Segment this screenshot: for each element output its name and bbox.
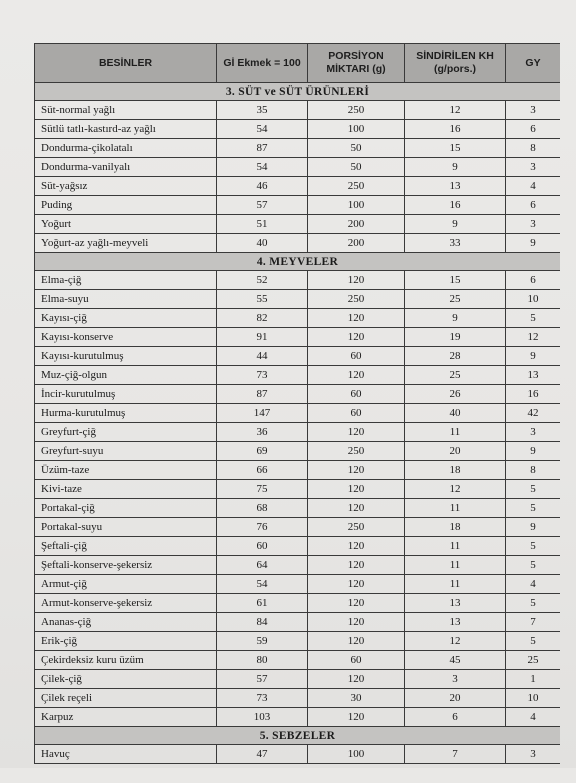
portion-cell: 30: [308, 689, 405, 708]
carbs-cell: 13: [405, 177, 506, 196]
gy-cell: 3: [506, 158, 561, 177]
table-row: [35, 651, 561, 670]
portion-cell: 120: [308, 556, 405, 575]
food-name-cell: Greyfurt-çiğ: [35, 423, 217, 442]
table-row: [35, 309, 561, 328]
table-row: [35, 670, 561, 689]
gi-cell: 80: [217, 651, 308, 670]
gi-cell: 87: [217, 139, 308, 158]
carbs-cell: 9: [405, 215, 506, 234]
gy-cell: 13: [506, 366, 561, 385]
carbs-cell: 9: [405, 158, 506, 177]
portion-cell: 120: [308, 480, 405, 499]
table-row: [35, 271, 561, 290]
food-name-cell: Çilek-çiğ: [35, 670, 217, 689]
carbs-cell: 33: [405, 234, 506, 253]
carbs-cell: 12: [405, 101, 506, 120]
gy-cell: 3: [506, 215, 561, 234]
food-name-cell: Armut-çiğ: [35, 575, 217, 594]
table-row: [35, 594, 561, 613]
portion-cell: 120: [308, 309, 405, 328]
carbs-cell: 13: [405, 594, 506, 613]
food-name-cell: Puding: [35, 196, 217, 215]
carbs-cell: 18: [405, 518, 506, 537]
food-name-cell: Dondurma-çikolatalı: [35, 139, 217, 158]
section-title: 4. MEYVELER: [35, 253, 561, 271]
food-name-cell: İncir-kurutulmuş: [35, 385, 217, 404]
carbs-cell: 12: [405, 632, 506, 651]
carbs-cell: 13: [405, 613, 506, 632]
portion-cell: 50: [308, 139, 405, 158]
portion-cell: 200: [308, 234, 405, 253]
food-name-cell: Çekirdeksiz kuru üzüm: [35, 651, 217, 670]
portion-cell: 250: [308, 101, 405, 120]
gi-cell: 76: [217, 518, 308, 537]
portion-cell: 120: [308, 271, 405, 290]
gy-cell: 10: [506, 290, 561, 309]
table-row: [35, 556, 561, 575]
carbs-cell: 45: [405, 651, 506, 670]
table-row: [35, 215, 561, 234]
table-row: [35, 196, 561, 215]
food-name-cell: Üzüm-taze: [35, 461, 217, 480]
portion-cell: 100: [308, 196, 405, 215]
portion-cell: 60: [308, 347, 405, 366]
gi-cell: 91: [217, 328, 308, 347]
carbs-cell: 3: [405, 670, 506, 689]
portion-cell: 60: [308, 385, 405, 404]
gi-cell: 55: [217, 290, 308, 309]
portion-cell: 250: [308, 177, 405, 196]
gy-cell: 12: [506, 328, 561, 347]
table-row: [35, 745, 561, 764]
carbs-cell: 11: [405, 575, 506, 594]
gi-cell: 69: [217, 442, 308, 461]
gi-cell: 54: [217, 120, 308, 139]
table-row: [35, 177, 561, 196]
portion-cell: 120: [308, 499, 405, 518]
carbs-cell: 11: [405, 499, 506, 518]
table-row: [35, 480, 561, 499]
section-title: 5. SEBZELER: [35, 727, 561, 745]
food-name-cell: Elma-suyu: [35, 290, 217, 309]
portion-cell: 120: [308, 366, 405, 385]
gi-cell: 61: [217, 594, 308, 613]
header-gy: GY: [506, 44, 561, 83]
gi-cell: 57: [217, 670, 308, 689]
carbs-cell: 12: [405, 480, 506, 499]
carbs-cell: 11: [405, 556, 506, 575]
portion-cell: 120: [308, 670, 405, 689]
gi-cell: 36: [217, 423, 308, 442]
table-row: [35, 404, 561, 423]
food-gi-table: [34, 43, 560, 764]
table-row: [35, 347, 561, 366]
gi-cell: 75: [217, 480, 308, 499]
portion-cell: 60: [308, 404, 405, 423]
carbs-cell: 15: [405, 271, 506, 290]
carbs-cell: 28: [405, 347, 506, 366]
header-foods: BESİNLER: [35, 44, 217, 83]
gy-cell: 7: [506, 613, 561, 632]
table-row: [35, 613, 561, 632]
carbs-cell: 15: [405, 139, 506, 158]
carbs-cell: 11: [405, 537, 506, 556]
table-row: [35, 442, 561, 461]
food-name-cell: Greyfurt-suyu: [35, 442, 217, 461]
table-row: [35, 632, 561, 651]
food-name-cell: Muz-çiğ-olgun: [35, 366, 217, 385]
gi-cell: 73: [217, 366, 308, 385]
gy-cell: 25: [506, 651, 561, 670]
gi-cell: 54: [217, 575, 308, 594]
food-name-cell: Kayısı-kurutulmuş: [35, 347, 217, 366]
food-name-cell: Erik-çiğ: [35, 632, 217, 651]
section-header-row: [35, 253, 561, 271]
food-name-cell: Armut-konserve-şekersiz: [35, 594, 217, 613]
food-name-cell: Süt-normal yağlı: [35, 101, 217, 120]
header-portion: PORSİYON MİKTARI (g): [308, 44, 405, 83]
food-name-cell: Süt-yağsız: [35, 177, 217, 196]
portion-cell: 60: [308, 651, 405, 670]
portion-cell: 120: [308, 575, 405, 594]
gy-cell: 3: [506, 101, 561, 120]
table-row: [35, 385, 561, 404]
gy-cell: 4: [506, 177, 561, 196]
gy-cell: 4: [506, 708, 561, 727]
carbs-cell: 25: [405, 290, 506, 309]
gy-cell: 42: [506, 404, 561, 423]
gy-cell: 1: [506, 670, 561, 689]
portion-cell: 120: [308, 423, 405, 442]
gi-cell: 52: [217, 271, 308, 290]
portion-cell: 100: [308, 120, 405, 139]
gi-cell: 46: [217, 177, 308, 196]
gi-cell: 60: [217, 537, 308, 556]
gy-cell: 5: [506, 632, 561, 651]
carbs-cell: 6: [405, 708, 506, 727]
table-row: [35, 101, 561, 120]
food-name-cell: Portakal-çiğ: [35, 499, 217, 518]
table-row: [35, 461, 561, 480]
gy-cell: 8: [506, 461, 561, 480]
gi-cell: 147: [217, 404, 308, 423]
gy-cell: 8: [506, 139, 561, 158]
table-row: [35, 158, 561, 177]
portion-cell: 50: [308, 158, 405, 177]
section-title: 3. SÜT ve SÜT ÜRÜNLERİ: [35, 83, 561, 101]
gy-cell: 5: [506, 480, 561, 499]
gy-cell: 3: [506, 423, 561, 442]
gi-cell: 73: [217, 689, 308, 708]
portion-cell: 250: [308, 442, 405, 461]
gy-cell: 9: [506, 518, 561, 537]
portion-cell: 200: [308, 215, 405, 234]
carbs-cell: 19: [405, 328, 506, 347]
gy-cell: 3: [506, 745, 561, 764]
gi-cell: 68: [217, 499, 308, 518]
food-name-cell: Karpuz: [35, 708, 217, 727]
carbs-cell: 40: [405, 404, 506, 423]
food-name-cell: Yoğurt: [35, 215, 217, 234]
portion-cell: 120: [308, 537, 405, 556]
carbs-cell: 20: [405, 442, 506, 461]
food-name-cell: Dondurma-vanilyalı: [35, 158, 217, 177]
food-name-cell: Hurma-kurutulmuş: [35, 404, 217, 423]
gy-cell: 4: [506, 575, 561, 594]
food-name-cell: Kivi-taze: [35, 480, 217, 499]
table-row: [35, 537, 561, 556]
gy-cell: 5: [506, 499, 561, 518]
portion-cell: 120: [308, 461, 405, 480]
table-row: [35, 290, 561, 309]
portion-cell: 250: [308, 518, 405, 537]
portion-cell: 120: [308, 613, 405, 632]
carbs-cell: 11: [405, 423, 506, 442]
gy-cell: 5: [506, 594, 561, 613]
carbs-cell: 16: [405, 120, 506, 139]
food-name-cell: Çilek reçeli: [35, 689, 217, 708]
gy-cell: 10: [506, 689, 561, 708]
table-row: [35, 499, 561, 518]
gi-cell: 84: [217, 613, 308, 632]
table-row: [35, 139, 561, 158]
table-row: [35, 708, 561, 727]
carbs-cell: 20: [405, 689, 506, 708]
gy-cell: 6: [506, 120, 561, 139]
food-name-cell: Portakal-suyu: [35, 518, 217, 537]
carbs-cell: 16: [405, 196, 506, 215]
table-row: [35, 423, 561, 442]
portion-cell: 100: [308, 745, 405, 764]
header-gi: Gİ Ekmek = 100: [217, 44, 308, 83]
table-body: [35, 83, 561, 764]
gi-cell: 64: [217, 556, 308, 575]
gy-cell: 6: [506, 196, 561, 215]
section-header-row: [35, 83, 561, 101]
food-name-cell: Havuç: [35, 745, 217, 764]
header-digestible-carbs: SİNDİRİLEN KH (g/pors.): [405, 44, 506, 83]
gy-cell: 5: [506, 309, 561, 328]
table-row: [35, 234, 561, 253]
gy-cell: 9: [506, 442, 561, 461]
gy-cell: 9: [506, 234, 561, 253]
portion-cell: 120: [308, 594, 405, 613]
food-name-cell: Kayısı-çiğ: [35, 309, 217, 328]
table-row: [35, 575, 561, 594]
food-name-cell: Şeftali-konserve-şekersiz: [35, 556, 217, 575]
food-gi-table-container: [34, 43, 560, 783]
table-row: [35, 328, 561, 347]
gi-cell: 66: [217, 461, 308, 480]
food-name-cell: Sütlü tatlı-kastırd-az yağlı: [35, 120, 217, 139]
gi-cell: 51: [217, 215, 308, 234]
food-name-cell: Elma-çiğ: [35, 271, 217, 290]
food-name-cell: Ananas-çiğ: [35, 613, 217, 632]
gi-cell: 54: [217, 158, 308, 177]
table-row: [35, 120, 561, 139]
gi-cell: 87: [217, 385, 308, 404]
food-name-cell: Şeftali-çiğ: [35, 537, 217, 556]
portion-cell: 250: [308, 290, 405, 309]
carbs-cell: 7: [405, 745, 506, 764]
gy-cell: 5: [506, 537, 561, 556]
gi-cell: 103: [217, 708, 308, 727]
gi-cell: 57: [217, 196, 308, 215]
table-row: [35, 366, 561, 385]
carbs-cell: 26: [405, 385, 506, 404]
portion-cell: 120: [308, 328, 405, 347]
table-header-row: [35, 44, 561, 83]
table-row: [35, 689, 561, 708]
food-name-cell: Kayısı-konserve: [35, 328, 217, 347]
gi-cell: 82: [217, 309, 308, 328]
gi-cell: 47: [217, 745, 308, 764]
gi-cell: 40: [217, 234, 308, 253]
gy-cell: 5: [506, 556, 561, 575]
section-header-row: [35, 727, 561, 745]
table-row: [35, 518, 561, 537]
gi-cell: 59: [217, 632, 308, 651]
gy-cell: 16: [506, 385, 561, 404]
carbs-cell: 9: [405, 309, 506, 328]
portion-cell: 120: [308, 632, 405, 651]
carbs-cell: 18: [405, 461, 506, 480]
gi-cell: 44: [217, 347, 308, 366]
gi-cell: 35: [217, 101, 308, 120]
gy-cell: 6: [506, 271, 561, 290]
portion-cell: 120: [308, 708, 405, 727]
food-name-cell: Yoğurt-az yağlı-meyveli: [35, 234, 217, 253]
carbs-cell: 25: [405, 366, 506, 385]
gy-cell: 9: [506, 347, 561, 366]
